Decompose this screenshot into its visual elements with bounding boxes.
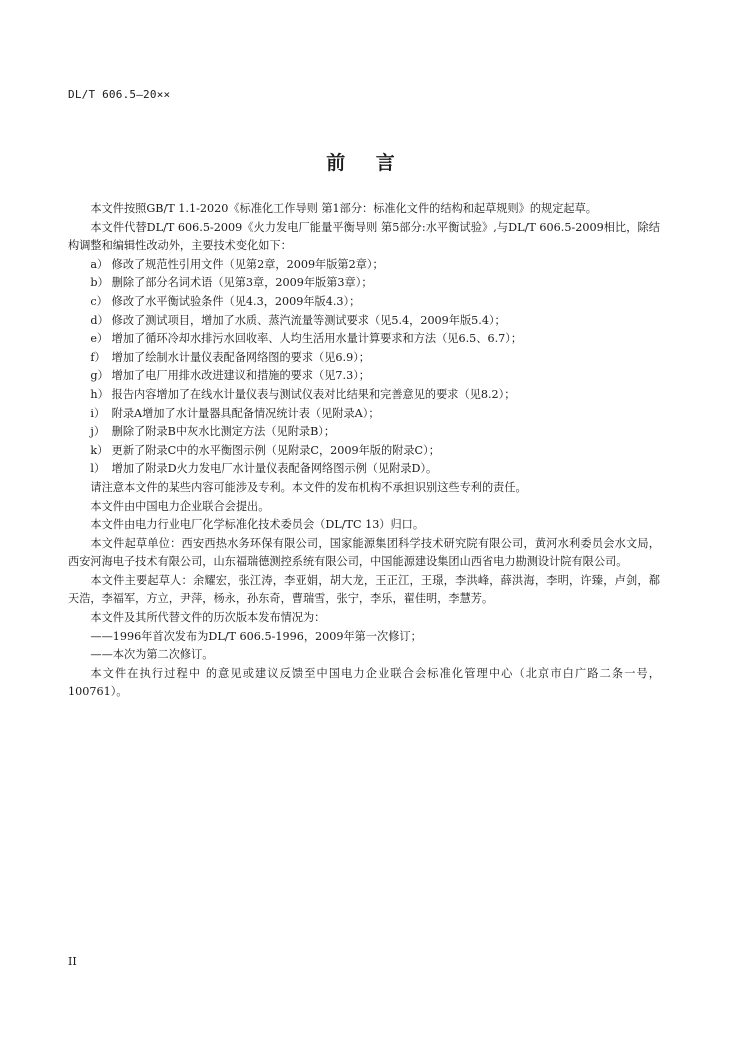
list-item-letter: c） <box>90 294 108 308</box>
list-item-text: 删除了附录B中灰水比测定方法（见附录B）； <box>111 425 336 439</box>
list-item-text: 修改了测试项目，增加了水质、蒸汽流量等测试要求（见5.4，2009年版5.4）； <box>111 313 506 327</box>
list-item <box>90 423 660 442</box>
list-item <box>90 405 660 424</box>
list-item <box>90 293 660 312</box>
list-item <box>90 274 660 293</box>
list-item <box>90 442 660 461</box>
list-item-text: 增加了附录D火力发电厂水计量仪表配备网络图示例（见附录D）。 <box>111 462 438 476</box>
paragraph-patent-notice: 请注意本文件的某些内容可能涉及专利。本文件的发布机构不承担识别这些专利的责任。 <box>90 480 527 494</box>
list-item-text: 增加了绘制水计量仪表配备网络图的要求（见6.9）； <box>111 350 370 364</box>
list-item-text: 附录A增加了水计量器具配备情况统计表（见附录A）； <box>111 406 380 420</box>
list-item <box>90 330 660 349</box>
paragraph-version-history-1: ——1996年首次发布为DL/T 606.5-1996，2009年第一次修订； <box>90 629 422 643</box>
list-item-text: 删除了部分名词术语（见第3章，2009年版第3章）； <box>111 276 373 290</box>
list-item-text: 修改了水平衡试验条件（见4.3，2009年版4.3）； <box>111 294 361 308</box>
paragraph-administrator: 本文件由电力行业电厂化学标准化技术委员会（DL/TC 13）归口。 <box>90 518 425 532</box>
list-item <box>90 349 660 368</box>
paragraph-drafters: 本文件主要起草人：余耀宏，张江涛，李亚娟，胡大龙，王正江，王璟，李洪峰，薛洪海，李明，许臻，卢剑，郗天浩，李福军，方立，尹萍，杨永，孙东奇，曹瑞雪，张宁，李乐，翟佳明，李慧芳。 <box>68 573 660 606</box>
list-item-letter: f） <box>90 350 106 364</box>
page-number: II <box>68 955 77 968</box>
paragraph-intro-2: 本文件代替DL/T 606.5-2009《火力发电厂能量平衡导则 第5部分:水平衡试验》,与DL/T 606.5-2009相比，除结构调整和编辑性改动外，主要技术变化如下： <box>68 220 660 253</box>
page-title: 前 言 <box>326 152 407 174</box>
list-item-letter: g） <box>90 369 109 383</box>
list-item <box>90 367 660 386</box>
document-body <box>68 200 660 702</box>
paragraph-intro-1: 本文件按照GB/T 1.1-2020《标准化工作导则 第1部分：标准化文件的结构和起草规则》的规定起草。 <box>90 202 597 215</box>
list-item-letter: i） <box>90 406 106 420</box>
list-item <box>90 312 660 331</box>
list-item-text: 增加了电厂用排水改进建议和措施的要求（见7.3）； <box>111 369 370 383</box>
list-item-letter: k） <box>90 443 109 457</box>
paragraph-version-history-intro: 本文件及其所代替文件的历次版本发布情况为： <box>90 611 326 625</box>
list-item <box>90 386 660 405</box>
list-item-text: 报告内容增加了在线水计量仪表与测试仪表对比结果和完善意见的要求（见8.2）； <box>111 387 516 401</box>
list-item <box>90 460 660 479</box>
list-item-letter: h） <box>90 387 109 401</box>
paragraph-feedback: 本文件在执行过程中 的意见或建议反馈至中国电力企业联合会标准化管理中心（北京市白广路二条一号，100761）。 <box>68 666 660 699</box>
list-item-letter: d） <box>90 313 109 327</box>
paragraph-version-history-2: ——本次为第二次修订。 <box>90 648 214 662</box>
paragraph-proposer: 本文件由中国电力企业联合会提出。 <box>90 499 270 513</box>
list-item-letter: e） <box>90 332 109 346</box>
list-item-text: 修改了规范性引用文件（见第2章，2009年版第2章）； <box>111 257 384 271</box>
list-item-letter: l） <box>90 462 106 476</box>
document-code-header: DL/T 606.5—20×× <box>68 88 171 101</box>
paragraph-drafting-units: 本文件起草单位：西安西热水务环保有限公司，国家能源集团科学技术研究院有限公司，黄河水利委员会水文局，西安河海电子技术有限公司，山东福瑞德测控系统有限公司，中国能源建设集团山西省电力勘测设计院有限公司。 <box>68 536 660 569</box>
list-item-letter: b） <box>90 276 109 290</box>
list-item-letter: j） <box>90 425 106 439</box>
changes-list <box>68 256 660 479</box>
list-item-text: 更新了附录C中的水平衡图示例（见附录C，2009年版的附录C）； <box>111 443 440 457</box>
list-item-letter: a） <box>90 257 109 271</box>
list-item-text: 增加了循环冷却水排污水回收率、人均生活用水量计算要求和方法（见6.5、6.7）； <box>111 332 523 346</box>
list-item <box>90 256 660 275</box>
